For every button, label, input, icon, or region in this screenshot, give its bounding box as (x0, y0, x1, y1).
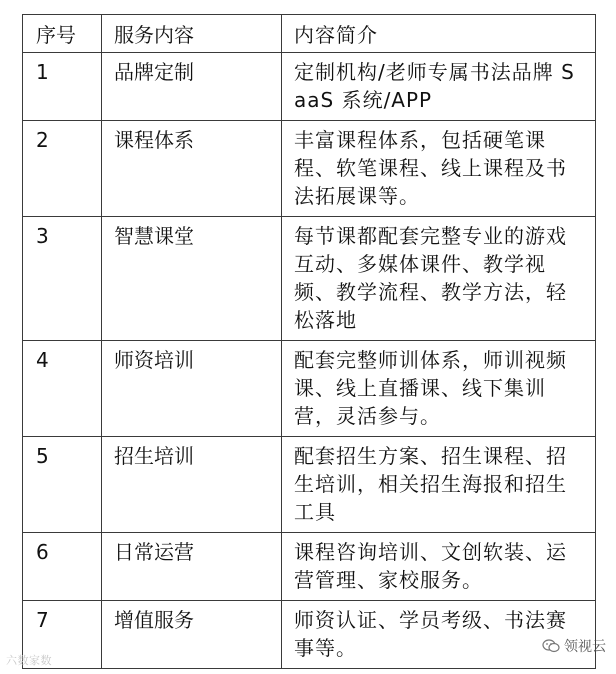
table-row (23, 341, 596, 437)
row-service: 品牌定制 (102, 53, 282, 121)
watermark-left: 六数家数 (6, 654, 52, 667)
header-description: 内容简介 (282, 15, 596, 53)
row-description: 师资认证、学员考级、书法赛事等。 (282, 601, 596, 669)
row-index: 1 (23, 53, 102, 121)
header-index: 序号 (23, 15, 102, 53)
service-table (22, 14, 596, 669)
table-header-row (23, 15, 596, 53)
row-service: 智慧课堂 (102, 217, 282, 341)
table-row (23, 601, 596, 669)
row-description: 配套完整师训体系，师训视频课、线上直播课、线下集训营，灵活参与。 (282, 341, 596, 437)
table-row (23, 437, 596, 533)
row-index: 4 (23, 341, 102, 437)
row-index: 7 (23, 601, 102, 669)
row-service: 增值服务 (102, 601, 282, 669)
table-row (23, 533, 596, 601)
watermark-right (542, 636, 606, 656)
row-service: 课程体系 (102, 121, 282, 217)
wechat-icon (542, 639, 560, 653)
row-description: 定制机构/老师专属书法品牌 SaaS 系统/APP (282, 53, 596, 121)
row-service: 日常运营 (102, 533, 282, 601)
row-description: 每节课都配套完整专业的游戏互动、多媒体课件、教学视频、教学流程、教学方法，轻松落地 (282, 217, 596, 341)
header-service: 服务内容 (102, 15, 282, 53)
table-row (23, 53, 596, 121)
row-description: 课程咨询培训、文创软装、运营管理、家校服务。 (282, 533, 596, 601)
row-service: 招生培训 (102, 437, 282, 533)
table-row (23, 121, 596, 217)
row-index: 5 (23, 437, 102, 533)
row-index: 2 (23, 121, 102, 217)
table-row (23, 217, 596, 341)
row-description: 丰富课程体系，包括硬笔课程、软笔课程、线上课程及书法拓展课等。 (282, 121, 596, 217)
row-service: 师资培训 (102, 341, 282, 437)
watermark-right-label: 领视云 (564, 639, 606, 655)
row-index: 6 (23, 533, 102, 601)
row-index: 3 (23, 217, 102, 341)
row-description: 配套招生方案、招生课程、招生培训，相关招生海报和招生工具 (282, 437, 596, 533)
